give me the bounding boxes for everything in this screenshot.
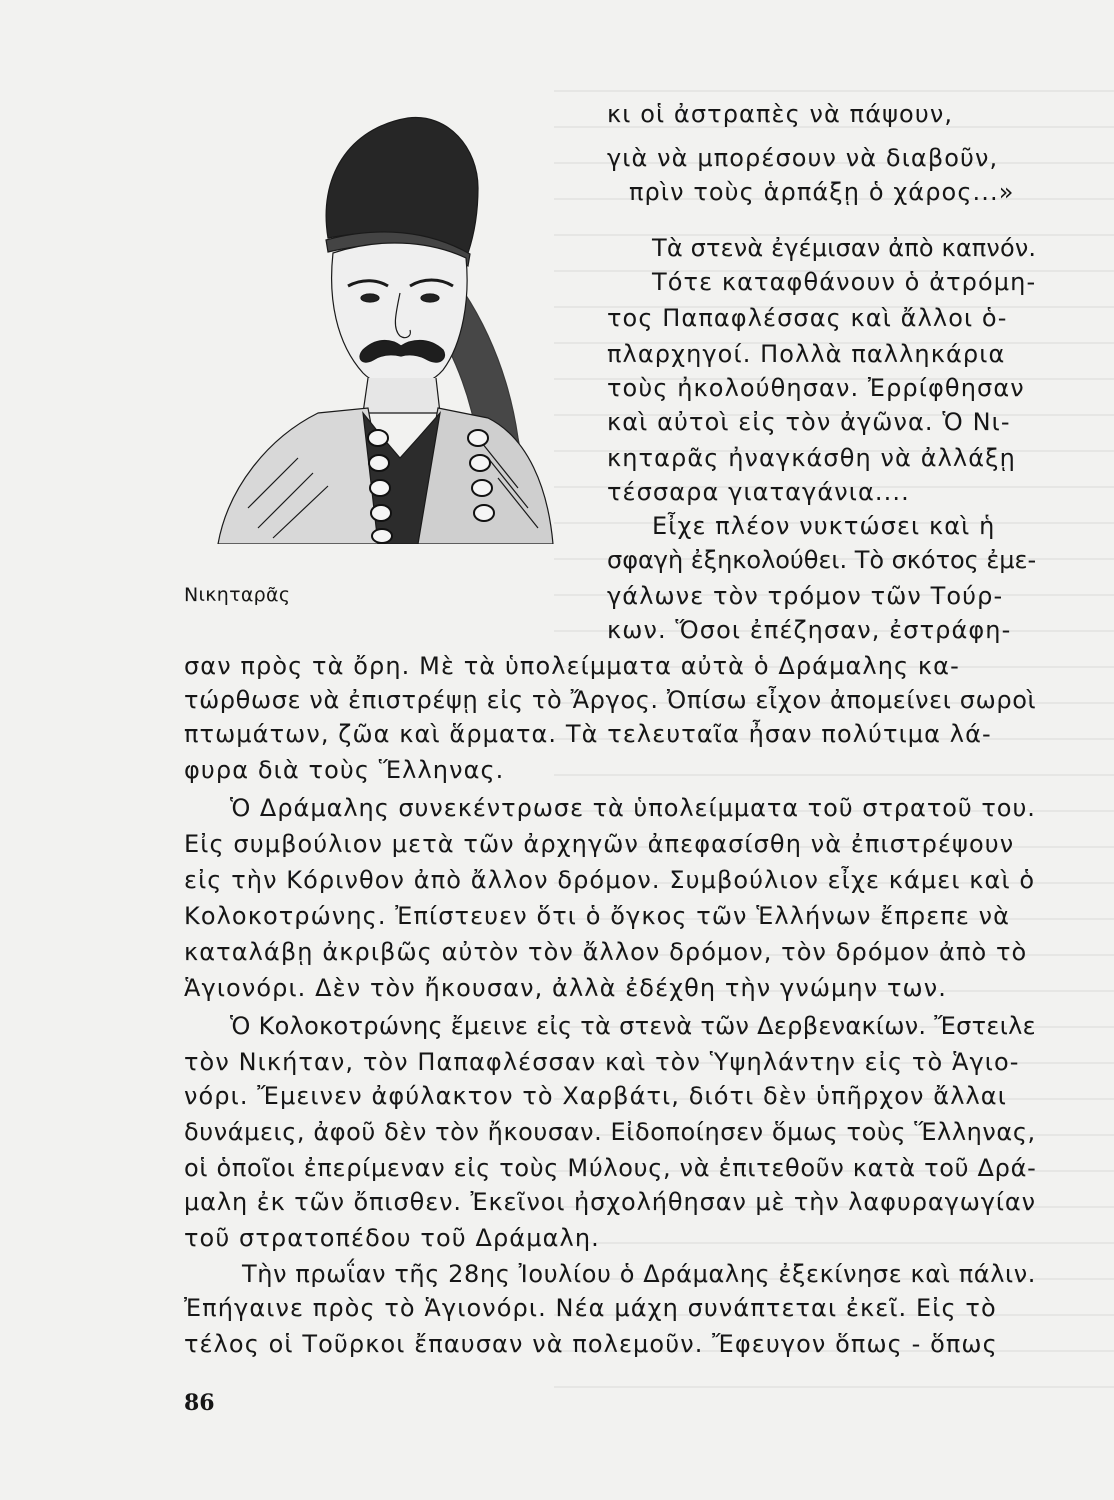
portrait-icon — [178, 108, 558, 544]
text-line: καὶ αὐτοὶ εἰς τὸν ἀγῶνα. Ὁ Νι- — [607, 408, 1011, 436]
text-line: Εἶχε πλέον νυκτώσει καὶ ἡ — [652, 512, 996, 540]
text-line: Ὁ Δράμαλης συνεκέντρωσε τὰ ὑπολείμματα τοῦ στρατοῦ του. — [230, 794, 1036, 822]
text-line: πλαρχηγοί. Πολλὰ παλληκάρια — [607, 340, 1006, 368]
text-line: φυρα διὰ τοὺς Ἕλληνας. — [184, 756, 505, 784]
text-line: εἰς τὴν Κόρινθον ἀπὸ ἄλλον δρόμον. Συμβούλιον εἶχε κάμει καὶ ὁ — [184, 866, 1036, 894]
text-line: Ἐπήγαινε πρὸς τὸ Ἁγιονόρι. Νέα μάχη συνάπτεται ἐκεῖ. Εἰς τὸ — [184, 1294, 997, 1322]
text-line: γιὰ νὰ μπορέσουν νὰ διαβοῦν, — [607, 144, 999, 172]
text-line: τοῦ στρατοπέδου τοῦ Δράμαλη. — [184, 1224, 600, 1252]
text-line: καταλάβῃ ἀκριβῶς αὐτὸν τὸν ἄλλον δρόμον, τὸν δρόμον ἀπὸ τὸ — [184, 938, 1028, 966]
text-line: γάλωνε τὸν τρόμον τῶν Τούρ- — [607, 582, 1004, 610]
text-line: κηταρᾶς ἠναγκάσθη νὰ ἀλλάξῃ — [607, 444, 1016, 472]
text-line: τοὺς ἠκολούθησαν. Ἐρρίφθησαν — [607, 374, 1025, 402]
text-line: Τὴν πρωΐαν τῆς 28ης Ἰουλίου ὁ Δράμαλης ἐξεκίνησε καὶ πάλιν. — [242, 1260, 1036, 1288]
text-line: πρὶν τοὺς ἁρπάξῃ ὁ χάρος...» — [629, 178, 1015, 206]
text-line: σαν πρὸς τὰ ὄρη. Μὲ τὰ ὑπολείμματα αὐτὰ ὁ Δράμαλης κα- — [184, 652, 960, 680]
text-line: τώρθωσε νὰ ἐπιστρέψῃ εἰς τὸ Ἄργος. Ὀπίσω εἶχον ἀπομείνει σωροὶ — [184, 686, 1037, 714]
text-line: Ὁ Κολοκοτρώνης ἔμεινε εἰς τὰ στενὰ τῶν Δερβενακίων. Ἔστειλε — [230, 1012, 1036, 1040]
text-line: Τότε καταφθάνουν ὁ ἀτρόμη- — [652, 268, 1037, 296]
text-line: τος Παπαφλέσσας καὶ ἄλλοι ὁ- — [607, 304, 1008, 332]
text-line: Εἰς συμβούλιον μετὰ τῶν ἀρχηγῶν ἀπεφασίσθη νὰ ἐπιστρέψουν — [184, 830, 1015, 858]
text-line: Τὰ στενὰ ἐγέμισαν ἀπὸ καπνόν. — [652, 234, 1037, 262]
text-line: τὸν Νικήταν, τὸν Παπαφλέσσαν καὶ τὸν Ὑψηλάντην εἰς τὸ Ἁγιο- — [184, 1048, 1020, 1076]
text-line: μαλη ἐκ τῶν ὄπισθεν. Ἐκεῖνοι ἠσχολήθησαν μὲ τὴν λαφυραγωγίαν — [184, 1188, 1036, 1216]
text-line: νόρι. Ἔμεινεν ἀφύλακτον τὸ Χαρβάτι, διότι δὲν ὑπῆρχον ἄλλαι — [184, 1082, 1007, 1110]
text-line: τέλος οἱ Τοῦρκοι ἔπαυσαν νὰ πολεμοῦν. Ἔφευγον ὅπως - ὅπως — [184, 1330, 998, 1358]
text-line: σφαγὴ ἐξηκολούθει. Τὸ σκότος ἐμε- — [607, 546, 1037, 574]
page-number: 86 — [184, 1390, 215, 1416]
text-line: δυνάμεις, ἀφοῦ δὲν τὸν ἤκουσαν. Εἰδοποίησεν ὅμως τοὺς Ἕλληνας, — [184, 1118, 1036, 1146]
text-line: Ἁγιονόρι. Δὲν τὸν ἤκουσαν, ἀλλὰ ἐδέχθη τὴν γνώμην των. — [184, 974, 947, 1002]
text-line: κων. Ὅσοι ἐπέζησαν, ἐστράφη- — [607, 616, 1012, 644]
text-line: πτωμάτων, ζῶα καὶ ἅρματα. Τὰ τελευταῖα ἦσαν πολύτιμα λά- — [184, 720, 992, 748]
text-line: τέσσαρα γιαταγάνια.... — [607, 478, 910, 506]
text-line: οἱ ὁποῖοι ἐπερίμεναν εἰς τοὺς Μύλους, νὰ ἐπιτεθοῦν κατὰ τοῦ Δρά- — [184, 1154, 1037, 1182]
text-line: κι οἱ ἀστραπὲς νὰ πάψουν, — [607, 100, 954, 128]
text-line: Κολοκοτρώνης. Ἐπίστευεν ὅτι ὁ ὄγκος τῶν Ἑλλήνων ἔπρεπε νὰ — [184, 902, 1011, 930]
portrait-caption: Νικηταρᾶς — [184, 584, 291, 606]
